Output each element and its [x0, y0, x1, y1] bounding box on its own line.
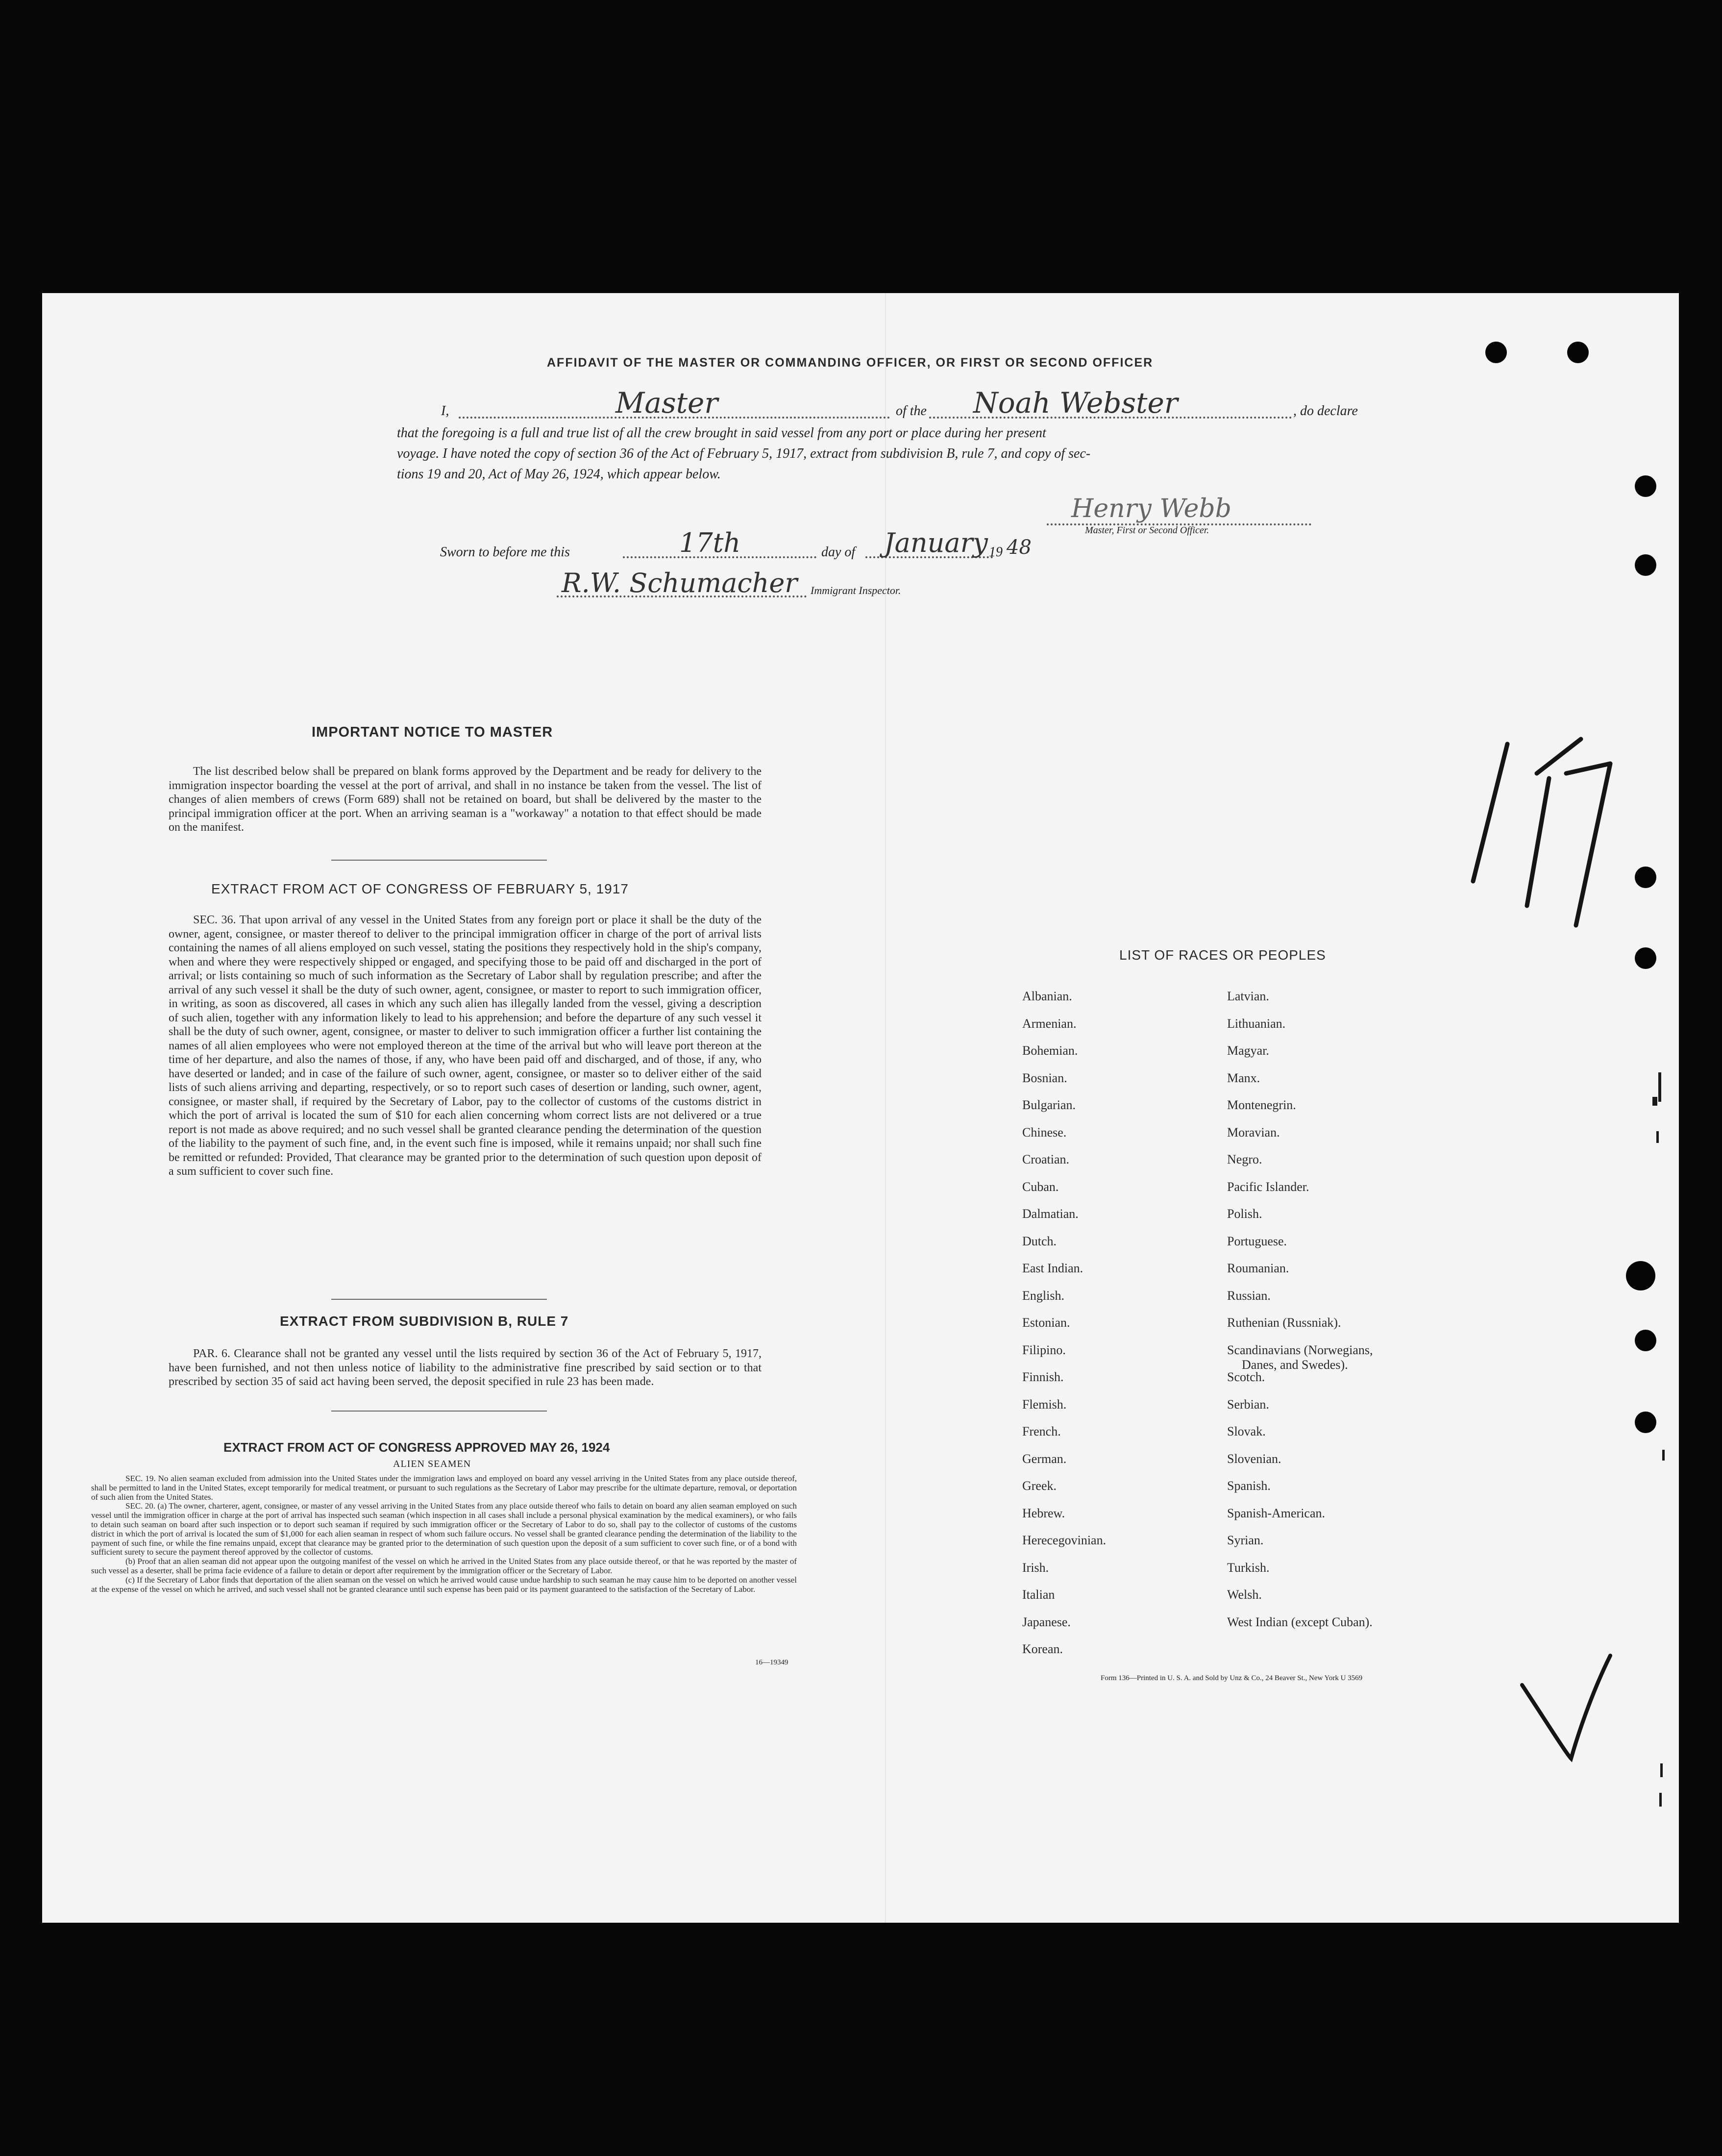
affidavit-body: [397, 423, 1421, 485]
race-item: East Indian.: [1022, 1261, 1083, 1275]
month-handwritten: January: [884, 527, 988, 558]
document-page: [42, 293, 1679, 1923]
margin-mark: [1659, 1793, 1662, 1807]
race-item: Welsh.: [1227, 1587, 1262, 1602]
do-declare: , do declare: [1293, 403, 1358, 419]
punch-hole: [1635, 947, 1656, 969]
race-item: Filipino.: [1022, 1342, 1066, 1357]
race-item: Finnish.: [1022, 1370, 1064, 1384]
races-title: LIST OF RACES OR PEOPLES: [1119, 947, 1326, 963]
race-item: Bosnian.: [1022, 1070, 1067, 1085]
sec-20b-text: (b) Proof that an alien seaman did not appear upon the outgoing manifest of the vessel on which he arrived in the United States from any place outside thereof, or that he was reported by the master of such vessel as a deserter, shall be prima facie evidence of a failure to detain or deport after requirement by the immigration officer or the Secretary of Labor.: [91, 1557, 797, 1575]
punch-hole: [1635, 1330, 1656, 1351]
race-item: Armenian.: [1022, 1016, 1077, 1031]
race-item: Italian: [1022, 1587, 1055, 1602]
year-handwritten: 48: [1007, 536, 1032, 559]
affidavit-body-line-1: that the foregoing is a full and true list of all the crew brought in said vessel from any port or place during her present: [397, 425, 1046, 441]
affidavit-title: AFFIDAVIT OF THE MASTER OR COMMANDING OFFICER, OR FIRST OR SECOND OFFICER: [547, 356, 1154, 370]
checkmark-mark: [1512, 1641, 1620, 1768]
race-item: Negro.: [1227, 1152, 1262, 1166]
year-printed: 19: [989, 545, 1003, 560]
race-item: Greek.: [1022, 1479, 1057, 1493]
race-item: Irish.: [1022, 1560, 1049, 1575]
race-item: Scotch.: [1227, 1370, 1265, 1384]
race-item: German.: [1022, 1451, 1067, 1466]
race-item: Magyar.: [1227, 1043, 1269, 1058]
race-item: Lithuanian.: [1227, 1016, 1286, 1031]
margin-mark: [1656, 1131, 1659, 1143]
race-item: West Indian (except Cuban).: [1227, 1614, 1373, 1629]
race-item: Spanish.: [1227, 1479, 1271, 1493]
race-item: Roumanian.: [1227, 1261, 1289, 1275]
margin-mark: [1658, 1072, 1661, 1102]
race-item: Turkish.: [1227, 1560, 1270, 1575]
race-item: Moravian.: [1227, 1125, 1280, 1140]
race-item: Japanese.: [1022, 1614, 1071, 1629]
notice-title: IMPORTANT NOTICE TO MASTER: [312, 724, 553, 740]
race-item: Cuban.: [1022, 1179, 1059, 1194]
sworn-label: Sworn to before me this: [440, 545, 570, 560]
vessel-handwritten: Noah Webster: [973, 386, 1178, 420]
race-item: Estonian.: [1022, 1315, 1070, 1330]
divider: [331, 1411, 547, 1412]
of-the-label: of the: [896, 403, 927, 419]
race-item: Dalmatian.: [1022, 1207, 1079, 1221]
race-item: English.: [1022, 1288, 1064, 1303]
punch-hole: [1635, 1412, 1656, 1433]
race-item: Latvian.: [1227, 989, 1269, 1003]
affidavit-body-line-3: tions 19 and 20, Act of May 26, 1924, which appear below.: [397, 467, 721, 482]
extract-1924-title: EXTRACT FROM ACT OF CONGRESS APPROVED MAY 26, 1924: [223, 1440, 610, 1455]
race-item: Chinese.: [1022, 1125, 1067, 1140]
form-footer: Form 136—Printed in U. S. A. and Sold by Unz & Co., 24 Beaver St., New York U 3569: [1101, 1674, 1363, 1682]
day-handwritten: 17th: [679, 527, 741, 558]
race-item: Manx.: [1227, 1070, 1260, 1085]
margin-mark: [1662, 1450, 1665, 1461]
extract-1924-body: [91, 1474, 797, 1594]
race-item: Spanish-American.: [1227, 1506, 1326, 1520]
master-signature: Henry Webb: [1071, 494, 1231, 523]
extract-rule7-body: PAR. 6. Clearance shall not be granted any vessel until the lists required by section 36 of the Act of February 5, 1917, have been furnished, and not then unless notice of liability to the administrative fine prescribed by said section or to that prescribed by section 35 of said act having been served, the deposit specified in rule 23 has been made.: [169, 1347, 762, 1388]
race-item: Polish.: [1227, 1207, 1262, 1221]
margin-mark: [1660, 1763, 1663, 1777]
margin-note-handwritten: [1453, 724, 1640, 930]
race-item: Portuguese.: [1227, 1234, 1287, 1248]
punch-hole: [1635, 475, 1656, 497]
inspector-signature: R.W. Schumacher: [562, 568, 798, 598]
signature-caption: Master, First or Second Officer.: [1085, 525, 1209, 536]
extract-1917-body: SEC. 36. That upon arrival of any vessel in the United States from any foreign port or place it shall be the duty of the owner, agent, consignee, or master thereof to deliver to the principal immigration officer in charge of the port of arrival lists containing the names of all aliens employed on such vessel, stating the positions they respectively hold in the ship's company, when and where they were respectively shipped or engaged, and specifying those to be paid off and discharged in the port of arrival; or lists containing so much of such information as the Secretary of Labor shall by regulation prescribe; and after the arrival of any such vessel it shall be the duty of such owner, agent, consignee, or master to report to such immigration officer, in writing, as soon as discovered, all cases in which any such alien has illegally landed from the vessel, giving a description of such alien, together with any information likely to lead to his apprehension; and before the departure of any such vessel it shall be the duty of such owner, agent, consignee, or master to deliver to such immigration officer a further list containing the names of all alien employees who were not employed thereon at the time of the arrival but who will leave port thereon at the time of her departure, and also the names of those, if any, who have been paid off and discharged, and of those, if any, who have deserted or landed; and in case of the failure of such owner, agent, consignee, or master so to deliver either of the said lists of such aliens arriving and departing, respectively, or so to report such cases of desertion or landing, such owner, agent, consignee, or master shall, if required by the Secretary of Labor, pay to the collector of customs of the customs district in which the port of arrival is located the sum of $10 for each alien concerning whom correct lists are not delivered or a true report is not made as above required; and no such vessel shall be granted clearance pending the determination of the question of the liability to the payment of such fine, and, in the event such fine is imposed, while it remains unpaid; nor shall such fine be remitted or refunded: Provided, That clearance may be granted prior to the determination of such question upon deposit of a sum sufficient to cover such fine.: [169, 914, 762, 1178]
extract-1924-subtitle: ALIEN SEAMEN: [393, 1459, 471, 1469]
race-item: Bohemian.: [1022, 1043, 1078, 1058]
rank-handwritten: Master: [615, 386, 718, 420]
race-item: Pacific Islander.: [1227, 1179, 1309, 1194]
race-item: Flemish.: [1022, 1397, 1067, 1412]
race-item: French.: [1022, 1424, 1061, 1438]
race-item: Hebrew.: [1022, 1506, 1065, 1520]
race-item: Albanian.: [1022, 989, 1072, 1003]
race-item: Korean.: [1022, 1642, 1063, 1656]
race-item: Montenegrin.: [1227, 1098, 1296, 1112]
punch-hole: [1635, 554, 1656, 576]
sec-19-text: SEC. 19. No alien seaman excluded from admission into the United States under the immigration laws and employed on board any vessel arriving in the United States from any place outside thereof, shall be permitted to land in the United States, except temporarily for medical treatment, or pursuant to such regulations as the Secretary of Labor may prescribe for the ultimate departure, removal, or deportation of such alien from the United States.: [91, 1474, 797, 1502]
race-item: Slovak.: [1227, 1424, 1266, 1438]
print-code: 16—19349: [755, 1659, 788, 1666]
race-item: Bulgarian.: [1022, 1098, 1076, 1112]
extract-rule7-title: EXTRACT FROM SUBDIVISION B, RULE 7: [280, 1313, 569, 1329]
affidavit-body-line-2: voyage. I have noted the copy of section 36 of the Act of February 5, 1917, extract from subdivision B, rule 7, and copy of sec-: [397, 446, 1091, 461]
race-item: Ruthenian (Russniak).: [1227, 1315, 1341, 1330]
race-item: Danes, and Swedes).: [1242, 1357, 1348, 1372]
sec-20a-text: SEC. 20. (a) The owner, charterer, agent, consignee, or master of any vessel arriving in the United States from any place outside thereof who fails to detain on board any alien seaman employed on such vessel until the immigration officer in charge at the port of arrival has inspected such seaman (which inspection in all cases shall include a personal physical examination by the medical examiners), or who fails to detain such seaman on board after such inspection or to deport such seaman if required by such immigration officer or the Secretary of Labor to do so, shall pay to the collector of customs of the customs district in which the port of arrival is located the sum of $1,000 for each alien seaman in respect of whom such failure occurs. No vessel shall be granted clearance pending the determination of the liability to the payment of such fine, or while the fine remains unpaid, except that clearance may be granted prior to the determination of such question upon the deposit of a sum sufficient to cover such fine, or of a bond with sufficient surety to secure the payment thereof approved by the collector of customs.: [91, 1501, 797, 1557]
margin-mark: [1652, 1097, 1657, 1106]
punch-hole: [1567, 342, 1589, 363]
notice-body: The list described below shall be prepared on blank forms approved by the Department and be ready for delivery to the immigration inspector boarding the vessel at the port of arrival, and shall in no instance be taken from the vessel. The list of changes of alien members of crews (Form 689) shall not be retained on board, but shall be delivered by the master to the principal immigration officer at the port. When an arriving seaman is a "workaway" a notation to that effect should be made on the manifest.: [169, 765, 762, 834]
race-item: Scandinavians (Norwegians,: [1227, 1342, 1373, 1357]
extract-1917-title: EXTRACT FROM ACT OF CONGRESS OF FEBRUARY 5, 1917: [211, 881, 629, 896]
day-of-label: day of: [821, 545, 856, 560]
race-item: Serbian.: [1227, 1397, 1269, 1412]
race-item: Slovenian.: [1227, 1451, 1281, 1466]
punch-hole: [1626, 1261, 1655, 1290]
race-item: Syrian.: [1227, 1533, 1264, 1547]
inspector-caption: Immigrant Inspector.: [811, 584, 901, 596]
race-item: Croatian.: [1022, 1152, 1070, 1166]
punch-hole: [1635, 867, 1656, 888]
punch-hole: [1485, 342, 1507, 363]
race-item: Russian.: [1227, 1288, 1271, 1303]
affidavit-i-label: I,: [441, 403, 449, 419]
race-item: Herecegovinian.: [1022, 1533, 1107, 1547]
race-item: Dutch.: [1022, 1234, 1057, 1248]
sec-20c-text: (c) If the Secretary of Labor finds that deportation of the alien seaman on the vessel on which he arrived would cause undue hardship to such seaman he may cause him to be deported on another vessel at the expense of the vessel on which he arrived, and such vessel shall not be granted clearance until such expense has been paid or its payment guaranteed to the satisfaction of the Secretary of Labor.: [91, 1575, 797, 1594]
divider: [331, 1299, 547, 1300]
divider: [331, 860, 547, 861]
